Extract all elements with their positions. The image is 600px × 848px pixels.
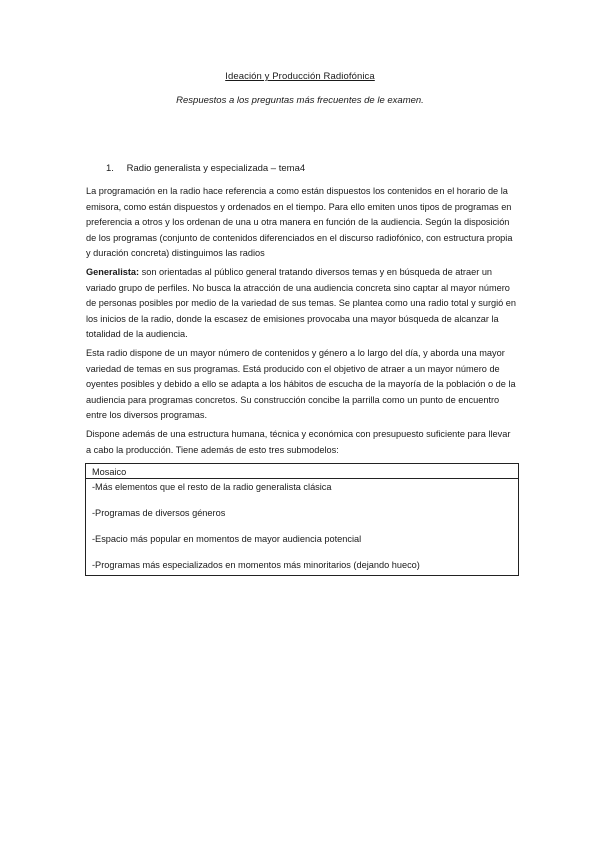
- document-subtitle: Respuestos a los preguntas más frecuentes de le examen.: [176, 95, 424, 106]
- table-body: [86, 479, 518, 575]
- section-heading-text: Radio generalista y especializada – tema4: [126, 163, 306, 174]
- submodel-table: [85, 463, 519, 576]
- generalista-definition: son orientadas al público general tratando diversos temas y en búsqueda de atraer un variado grupo de perfiles. No busca la atracción de una audiencia concreta sino captar al mayor número de personas posibles por medio de la variedad de sus temas. Se plantea como una radio total y surgió en los inicios de la radio, donde la escasez de emisiones provocaba una mayor búsqueda de alcanzar la totalidad de la audiencia.: [86, 267, 517, 339]
- table-item: -Más elementos que el resto de la radio generalista clásica: [92, 482, 332, 492]
- section-number: 1.: [106, 163, 114, 174]
- table-item: -Programas más especializados en momentos más minoritarios (dejando hueco): [92, 560, 420, 570]
- document-title: Ideación y Producción Radiofónica: [225, 71, 375, 82]
- paragraph-generalista: [86, 265, 518, 343]
- section-heading: [106, 163, 305, 174]
- paragraph-contenidos: Esta radio dispone de un mayor número de contenidos y género a lo largo del día, y aborda una mayor variedad de temas en sus programas. Está producido con el objetivo de atraer a un mayor número de oyentes posibles y debido a ello se adapta a los hábitos de escucha de la mayoría de la población o de la audiencia para programas concretos. Su construcción concibe la parrilla como un punto de encuentro entre los diversos programas.: [86, 348, 516, 420]
- table-item: -Programas de diversos géneros: [92, 508, 226, 518]
- table-header: Mosaico: [86, 464, 518, 479]
- paragraph-programacion: La programación en la radio hace referencia a como están dispuestos los contenidos en el horario de la emisora, como están dispuestos y ordenados en el tiempo. Para ello emiten unos tipos de programas en preferencia a otros y los ordenan de una u otra manera en función de la audiencia. Según la disposición de los programas (conjunto de contenidos diferenciados en el discurso radiofónico, con estructura propia y duración concreta) distinguimos las radios: [86, 186, 513, 258]
- table-item: -Espacio más popular en momentos de mayor audiencia potencial: [92, 534, 362, 544]
- generalista-term: Generalista:: [86, 267, 140, 277]
- paragraph-estructura: Dispone además de una estructura humana, técnica y económica con presupuesto suficiente para llevar a cabo la producción. Tiene además de esto tres submodelos:: [86, 429, 511, 455]
